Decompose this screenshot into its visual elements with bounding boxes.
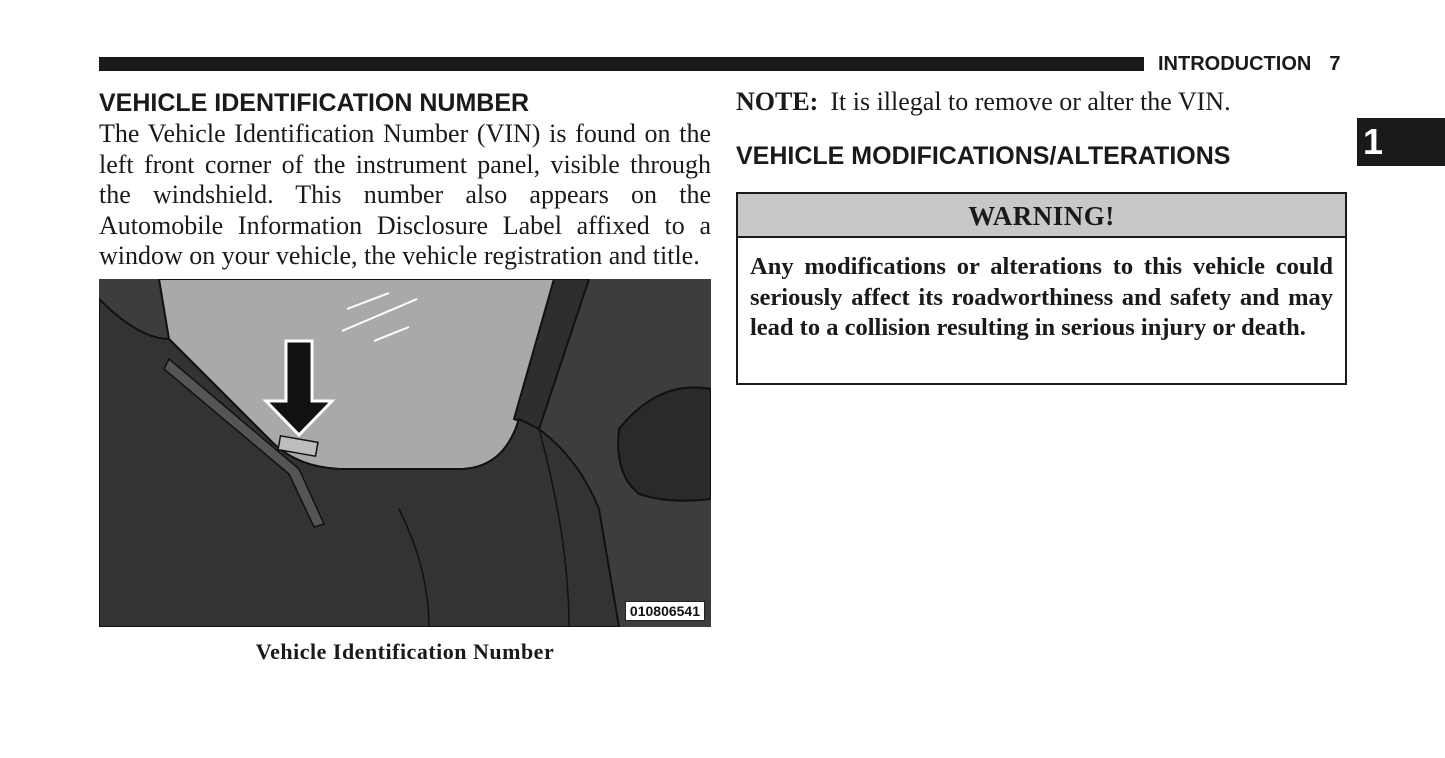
header-rule	[99, 57, 1144, 71]
vin-heading: VEHICLE IDENTIFICATION NUMBER	[99, 89, 530, 117]
page-number: 7	[1329, 53, 1341, 75]
figure-code: 010806541	[625, 601, 705, 621]
warning-title: WARNING!	[738, 194, 1345, 238]
note-label: NOTE:	[736, 87, 819, 116]
running-header	[1158, 53, 1348, 77]
note	[736, 87, 1356, 117]
windshield-drawing	[99, 279, 711, 627]
vin-illustration	[99, 279, 711, 627]
chapter-tab: 1	[1357, 118, 1445, 166]
figure-caption: Vehicle Identification Number	[255, 639, 555, 664]
vin-paragraph: The Vehicle Identification Number (VIN) is found on the left front corner of the instrument panel, visible through the windshield. This number also appears on the Automobile Information Disclosure Label affixed to a window on your vehicle, the vehicle registration and title.	[99, 119, 711, 270]
note-text: It is illegal to remove or alter the VIN.	[830, 87, 1231, 116]
warning-box	[736, 192, 1347, 385]
modifications-heading: VEHICLE MODIFICATIONS/ALTERATIONS	[736, 142, 1231, 170]
section-title: INTRODUCTION	[1158, 53, 1312, 75]
warning-text: Any modifications or alterations to this vehicle could seriously affect its roadworthiness and safety and may lead to a collision resulting in serious injury or death.	[750, 253, 1333, 341]
